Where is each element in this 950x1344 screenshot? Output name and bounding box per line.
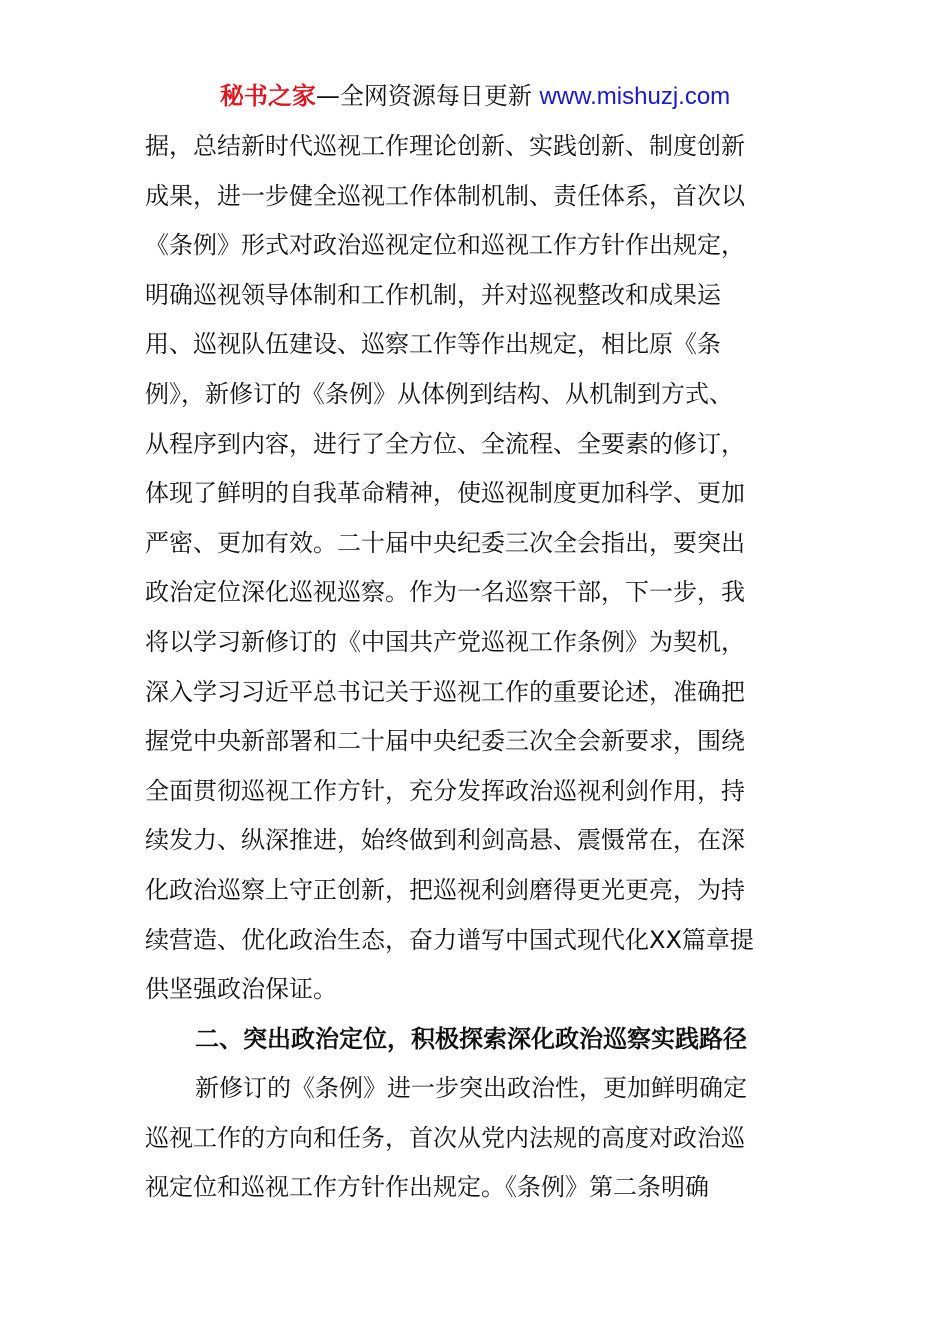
paragraph-line: 明确巡视领导体制和工作机制，并对巡视整改和成果运 bbox=[145, 280, 721, 309]
paragraph-line: 供坚强政治保证。 bbox=[145, 975, 337, 1004]
section-heading: 二、突出政治定位，积极探索深化政治巡察实践路径 bbox=[195, 1024, 747, 1053]
paragraph-line: 化政治巡察上守正创新，把巡视利剑磨得更光更亮，为持 bbox=[145, 875, 745, 904]
document-body bbox=[145, 122, 810, 1213]
paragraph-line: 用、巡视队伍建设、巡察工作等作出规定，相比原《条 bbox=[145, 330, 721, 359]
paragraph-line: 严密、更加有效。二十届中央纪委三次全会指出，要突出 bbox=[145, 528, 745, 557]
paragraph-line: 深入学习习近平总书记关于巡视工作的重要论述，准确把 bbox=[145, 677, 745, 706]
paragraph-line: 体现了鲜明的自我革命精神，使巡视制度更加科学、更加 bbox=[145, 479, 745, 508]
paragraph-line: 续营造、优化政治生态，奋力谱写中国式现代化XX篇章提 bbox=[145, 925, 754, 954]
paragraph-line: 例》，新修订的《条例》从体例到结构、从机制到方式、 bbox=[145, 379, 733, 408]
paragraph-line: 据，总结新时代巡视工作理论创新、实践创新、制度创新 bbox=[145, 132, 745, 160]
site-url-link[interactable]: www.mishuzj.com bbox=[539, 83, 731, 110]
paragraph-line: 新修订的《条例》进一步突出政治性，更加鲜明确定 bbox=[195, 1074, 747, 1103]
paragraph-line: 从程序到内容，进行了全方位、全流程、全要素的修订， bbox=[145, 429, 745, 458]
paragraph-line: 成果，进一步健全巡视工作体制机制、责任体系，首次以 bbox=[145, 181, 745, 210]
site-header bbox=[0, 80, 950, 113]
paragraph-line: 政治定位深化巡视巡察。作为一名巡察干部，下一步，我 bbox=[145, 578, 745, 607]
paragraph-line: 将以学习新修订的《中国共产党巡视工作条例》为契机， bbox=[145, 627, 745, 656]
paragraph-line: 握党中央新部署和二十届中央纪委三次全会新要求，围绕 bbox=[145, 727, 745, 756]
brand-name: 秘书之家 bbox=[219, 82, 316, 110]
paragraph-line: 巡视工作的方向和任务，首次从党内法规的高度对政治巡 bbox=[145, 1123, 745, 1152]
paragraph-line: 全面贯彻巡视工作方针，充分发挥政治巡视利剑作用，持 bbox=[145, 776, 745, 805]
paragraph-line: 《条例》形式对政治巡视定位和巡视工作方针作出规定， bbox=[145, 231, 745, 260]
paragraph-line: 视定位和巡视工作方针作出规定。《条例》第二条明确 bbox=[145, 1173, 709, 1202]
header-tagline: —全网资源每日更新 bbox=[315, 82, 540, 110]
paragraph-line: 续发力、纵深推进，始终做到利剑高悬、震慑常在，在深 bbox=[145, 826, 745, 855]
